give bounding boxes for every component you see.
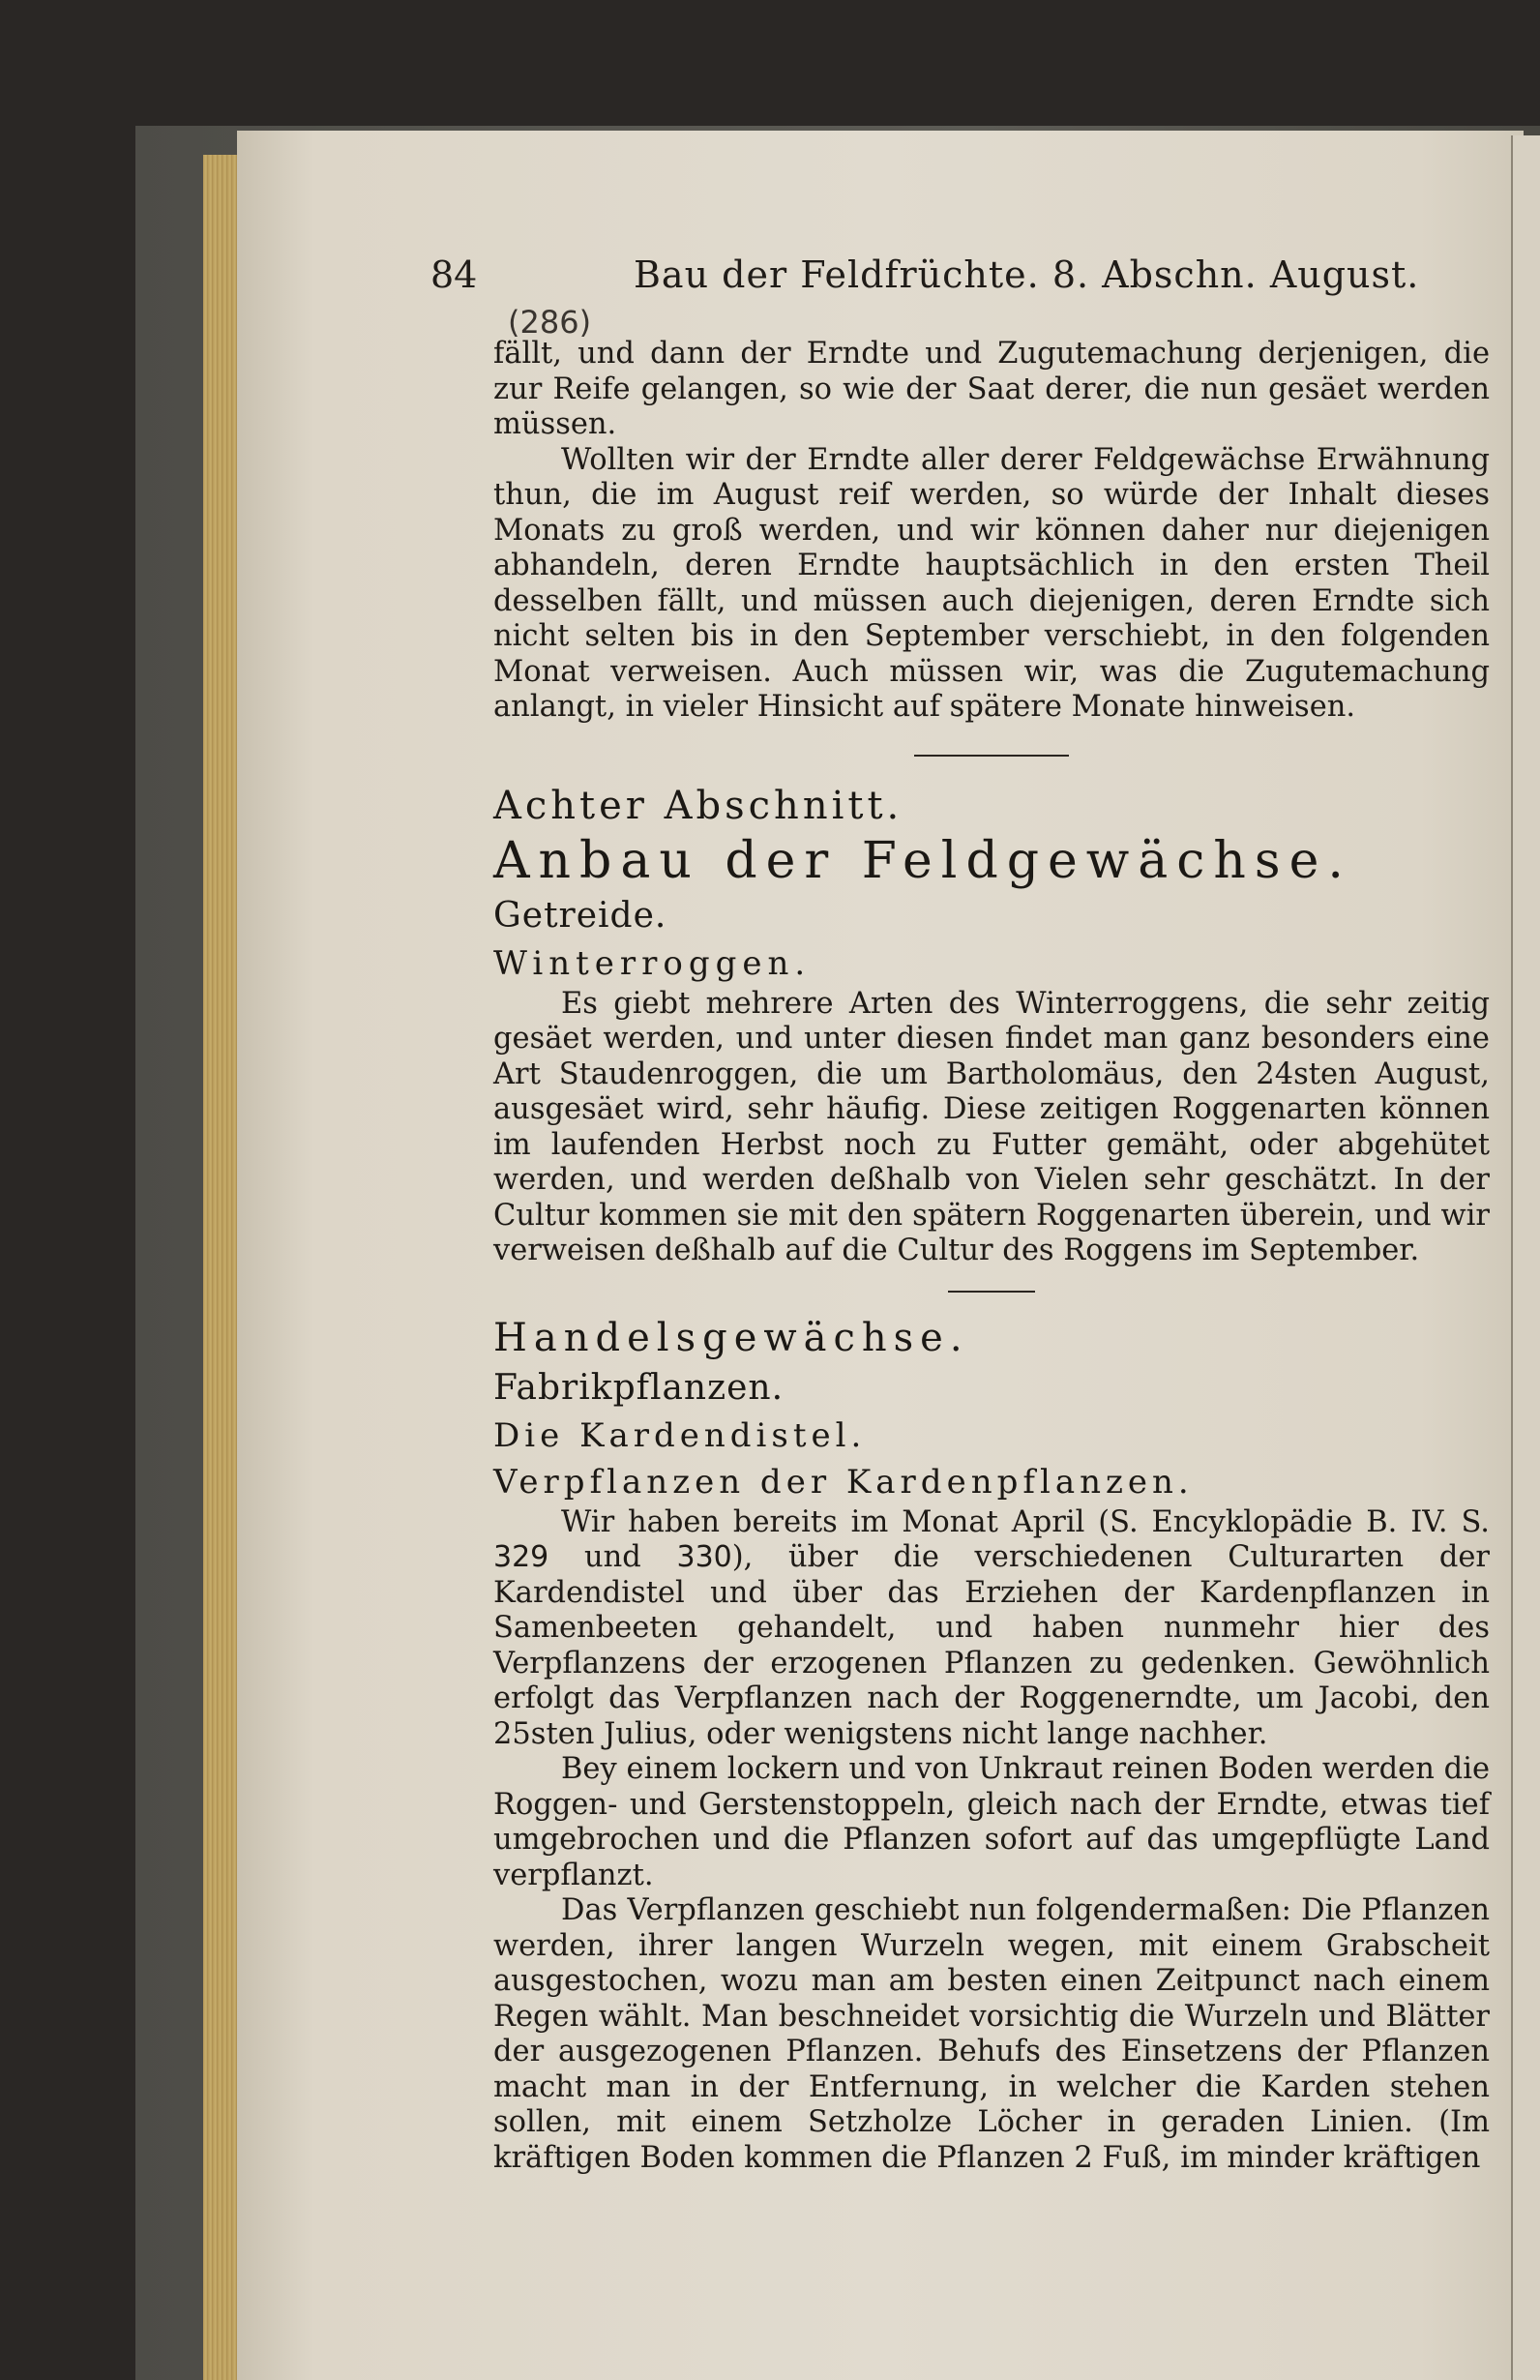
section-subheading: Getreide. xyxy=(493,895,667,936)
kardendistel-paragraph-1: Wir haben bereits im Monat April (S. Encyklopädie B. IV. S. 329 und 330), über die verschiedenen Culturarten der Kardendistel und über das Erziehen der Kardenpflanzen in Samenbeeten gehandelt, und haben nunmehr hier des Verpflanzens der erzogenen Pflanzen zu gedenken. Gewöhnlich erfolgt das Verpflanzen nach der Roggenerndte, um Jacobi, den 25sten Julius, oder wenigstens nicht lange nachher. xyxy=(493,1504,1490,1751)
section-title: Anbau der Feldgewächse. xyxy=(493,831,1352,890)
section-number-heading: Achter Abschnitt. xyxy=(493,783,903,828)
intro-paragraph-2: Wollten wir der Erndte aller derer Feldgewächse Erwähnung thun, die im August reif werden, so würde der Inhalt dieses Monats zu groß werden, und wir können daher nur diejenigen abhandeln, deren Erndte hauptsächlich in den ersten Theil desselben fällt, und müssen auch diejenigen, deren Erndte sich nicht selten bis in den September verschiebt, in den folgenden Monat verweisen. Auch müssen wir, was die Zugutemachung anlangt, in vieler Hinsicht auf spätere Monate hinweisen. xyxy=(493,442,1490,724)
section-divider xyxy=(914,755,1069,757)
subsection-divider xyxy=(948,1291,1035,1293)
handelsgewaechse-heading: Handelsgewächse. xyxy=(493,1315,969,1360)
kardendistel-paragraph-2: Bey einem lockern und von Unkraut reinen Boden werden die Roggen- und Gerstenstoppeln, gleich nach der Erndte, etwas tief umgebrochen und die Pflanzen sofort auf das umgepflügte Land verpflanzt. xyxy=(493,1752,1490,1892)
kardendistel-paragraph-3: Das Verpflanzen geschiebt nun folgendermaßen: Die Pflanzen werden, ihrer langen Wurzeln wegen, mit einem Grabscheit ausgestochen, wozu man am besten einen Zeitpunct nach einem Regen wählt. Man beschneidet vorsichtig die Wurzeln und Blätter der ausgezogenen Pflanzen. Behufs des Einsetzens der Pflanzen macht man in der Entfernung, in welcher die Karden stehen sollen, mit einem Setzholze Löcher in geraden Linien. (Im kräftigen Boden kommen die Pflanzen 2 Fuß, im minder kräftigen xyxy=(493,1893,1490,2175)
winterroggen-paragraph: Es giebt mehrere Arten des Winterroggens, die sehr zeitig gesäet werden, und unter diesen findet man ganz besonders eine Art Staudenroggen, die um Bartholomäus, den 24sten August, ausgesäet wird, sehr häufig. Diese zeitigen Roggenarten können im laufenden Herbst noch zu Futter gemäht, oder abgehütet werden, und werden deßhalb von Vielen sehr geschätzt. In der Cultur kommen sie mit den spätern Roggenarten überein, und wir verweisen deßhalb auf die Cultur des Roggens im September. xyxy=(493,986,1490,1267)
running-title: Bau der Feldfrüchte. 8. Abschn. August. xyxy=(634,253,1420,296)
intro-paragraph-1: fällt, und dann der Erndte und Zugutemachung derjenigen, die zur Reife gelangen, so wie der Saat derer, die nun gesäet werden müssen. xyxy=(493,337,1490,441)
section-topic: Winterroggen. xyxy=(493,943,812,983)
running-head xyxy=(430,253,1436,302)
library-stamp: (286) xyxy=(508,304,592,341)
page-number: 84 xyxy=(430,253,478,296)
page-edges xyxy=(203,155,242,2380)
fabrikpflanzen-heading: Fabrikpflanzen. xyxy=(493,1367,785,1408)
kardendistel-heading: Die Kardendistel. xyxy=(493,1415,867,1455)
verpflanzen-heading: Verpflanzen der Kardenpflanzen. xyxy=(493,1462,1194,1502)
next-page-edge xyxy=(1511,135,1540,2380)
page-body xyxy=(493,304,1490,2176)
